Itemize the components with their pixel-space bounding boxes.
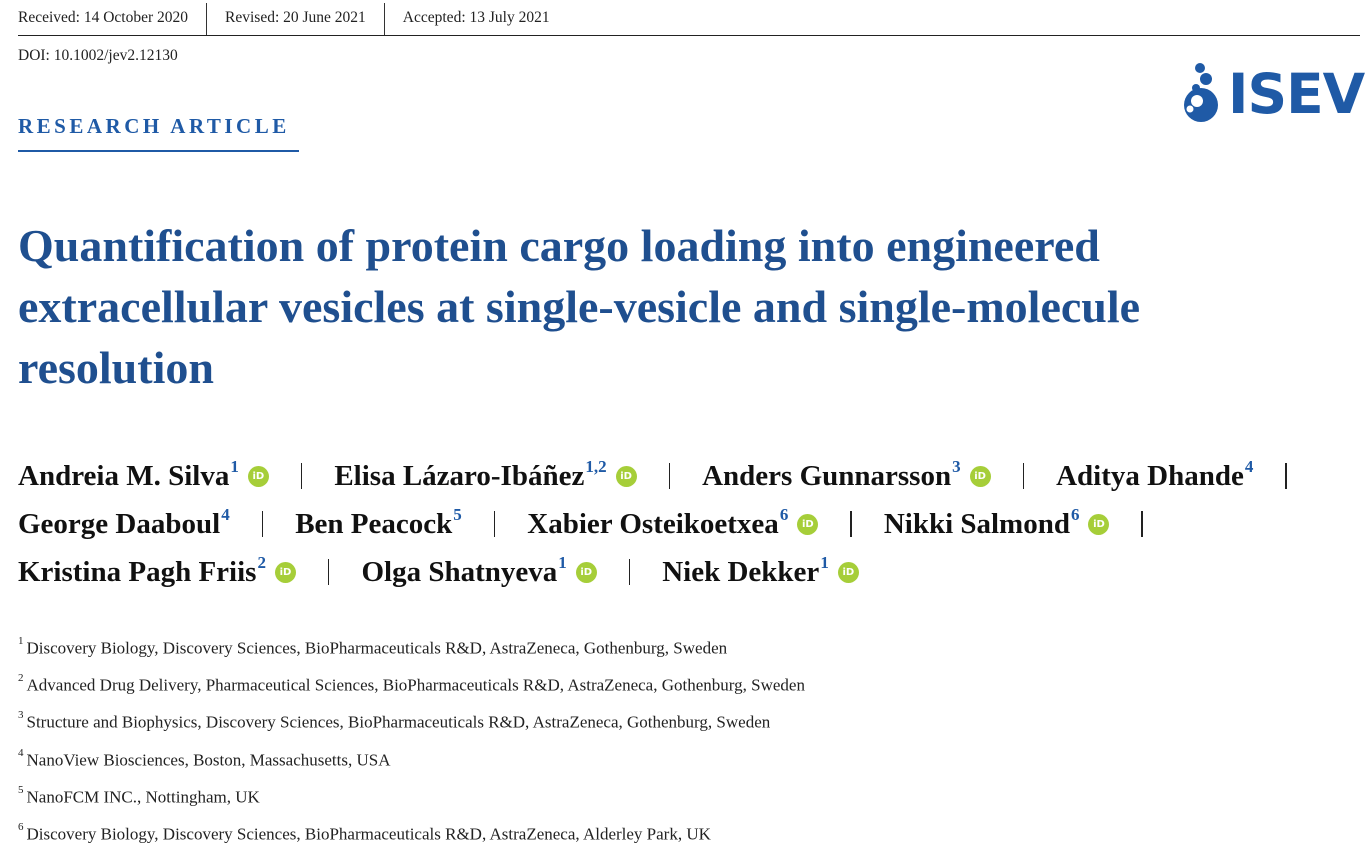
author-name: Xabier Osteikoetxea (527, 507, 779, 540)
affiliation-ref: 6 (1070, 505, 1080, 524)
affiliation (18, 670, 1318, 707)
isev-logo (1178, 58, 1364, 128)
affiliation-ref: 1 (558, 553, 567, 572)
affiliation-text: Discovery Biology, Discovery Sciences, BioPharmaceuticals R&D, AstraZeneca, Alderley Park, UK (26, 824, 711, 844)
author-name: Anders Gunnarsson (702, 459, 952, 492)
orcid-icon[interactable]: iD (970, 466, 991, 487)
affiliation (18, 782, 1318, 819)
author-row (18, 548, 1363, 596)
affiliation-ref: 2 (257, 553, 266, 572)
affiliation-ref: 4 (221, 505, 230, 524)
author-name: Kristina Pagh Friis (18, 555, 257, 588)
affiliation-number: 6 (18, 820, 24, 833)
author[interactable] (18, 553, 296, 589)
author-row (18, 452, 1363, 500)
affiliation-ref: 3 (952, 457, 961, 476)
author-separator (1023, 463, 1025, 489)
orcid-icon[interactable]: iD (1088, 514, 1109, 535)
accepted-date: Accepted: 13 July 2021 (402, 9, 550, 26)
author-name: Nikki Salmond (883, 507, 1070, 540)
author-name: Elisa Lázaro-Ibáñez (334, 459, 585, 492)
author[interactable] (662, 553, 859, 589)
author-separator (1141, 511, 1143, 537)
header-rule (18, 35, 1360, 36)
author-name: Niek Dekker (662, 555, 820, 588)
doi[interactable]: DOI: 10.1002/jev2.12130 (18, 47, 178, 64)
orcid-icon[interactable]: iD (576, 562, 597, 583)
author[interactable] (1056, 457, 1254, 493)
title-line: Quantification of protein cargo loading into engineered (18, 220, 1100, 271)
vesicle-logo-icon (1178, 58, 1228, 128)
author[interactable] (527, 505, 818, 541)
affiliation (18, 745, 1318, 782)
author-separator (301, 463, 303, 489)
author-name: Olga Shatnyeva (361, 555, 558, 588)
author[interactable] (18, 457, 269, 493)
received-date: Received: 14 October 2020 (18, 9, 189, 26)
affiliation-ref: 6 (779, 505, 789, 524)
author-separator (850, 511, 852, 537)
author[interactable] (361, 553, 596, 589)
affiliation (18, 707, 1318, 744)
author-name: Ben Peacock (295, 507, 453, 540)
author[interactable] (295, 505, 462, 541)
affiliation-text: Discovery Biology, Discovery Sciences, BioPharmaceuticals R&D, AstraZeneca, Gothenburg, Sweden (26, 638, 728, 658)
affiliation-text: Structure and Biophysics, Discovery Sciences, BioPharmaceuticals R&D, AstraZeneca, Gothenburg, Sweden (26, 713, 771, 733)
logo-text: ISEV (1228, 62, 1365, 126)
article-type: RESEARCH ARTICLE (18, 114, 290, 138)
author[interactable] (702, 457, 991, 493)
paper-title (18, 215, 1318, 398)
affiliation-number: 4 (18, 746, 24, 759)
author-separator (262, 511, 264, 537)
affiliation (18, 633, 1318, 670)
affiliation-ref: 1,2 (585, 457, 607, 476)
affiliation-text: NanoFCM INC., Nottingham, UK (26, 787, 260, 807)
affiliation-number: 1 (18, 635, 24, 647)
affiliation-ref: 5 (453, 505, 462, 524)
affiliation-number: 5 (18, 783, 24, 796)
title-line: extracellular vesicles at single-vesicle and single-molecule (18, 281, 1141, 332)
affiliation-number: 3 (18, 709, 24, 722)
author[interactable] (883, 505, 1110, 541)
publication-dates (18, 6, 568, 34)
affiliation-text: Advanced Drug Delivery, Pharmaceutical Sciences, BioPharmaceuticals R&D, AstraZeneca, Gothenburg, Sweden (26, 675, 805, 695)
orcid-icon[interactable]: iD (797, 514, 818, 535)
affiliation (18, 819, 1318, 856)
author-separator (494, 511, 496, 537)
affiliation-text: NanoView Biosciences, Boston, Massachusetts, USA (26, 750, 391, 770)
affiliation-ref: 1 (230, 457, 239, 476)
author-name: George Daaboul (18, 507, 221, 540)
affiliation-number: 2 (18, 672, 24, 685)
author[interactable] (334, 457, 636, 493)
article-type-underline (18, 150, 299, 152)
affiliation-list (18, 633, 1318, 856)
orcid-icon[interactable]: iD (275, 562, 296, 583)
author-separator (1285, 463, 1287, 489)
author-name: Aditya Dhande (1056, 459, 1244, 492)
affiliation-ref: 4 (1244, 457, 1254, 476)
revised-date: Revised: 20 June 2021 (225, 9, 366, 26)
author-list (18, 452, 1363, 596)
orcid-icon[interactable]: iD (248, 466, 269, 487)
orcid-icon[interactable]: iD (838, 562, 859, 583)
affiliation-ref: 1 (820, 553, 829, 572)
author-separator (669, 463, 671, 489)
author-name: Andreia M. Silva (18, 459, 230, 492)
orcid-icon[interactable]: iD (616, 466, 637, 487)
author-separator (328, 559, 330, 585)
author[interactable] (18, 505, 230, 541)
title-line: resolution (18, 342, 214, 393)
author-separator (629, 559, 631, 585)
author-row (18, 500, 1363, 548)
